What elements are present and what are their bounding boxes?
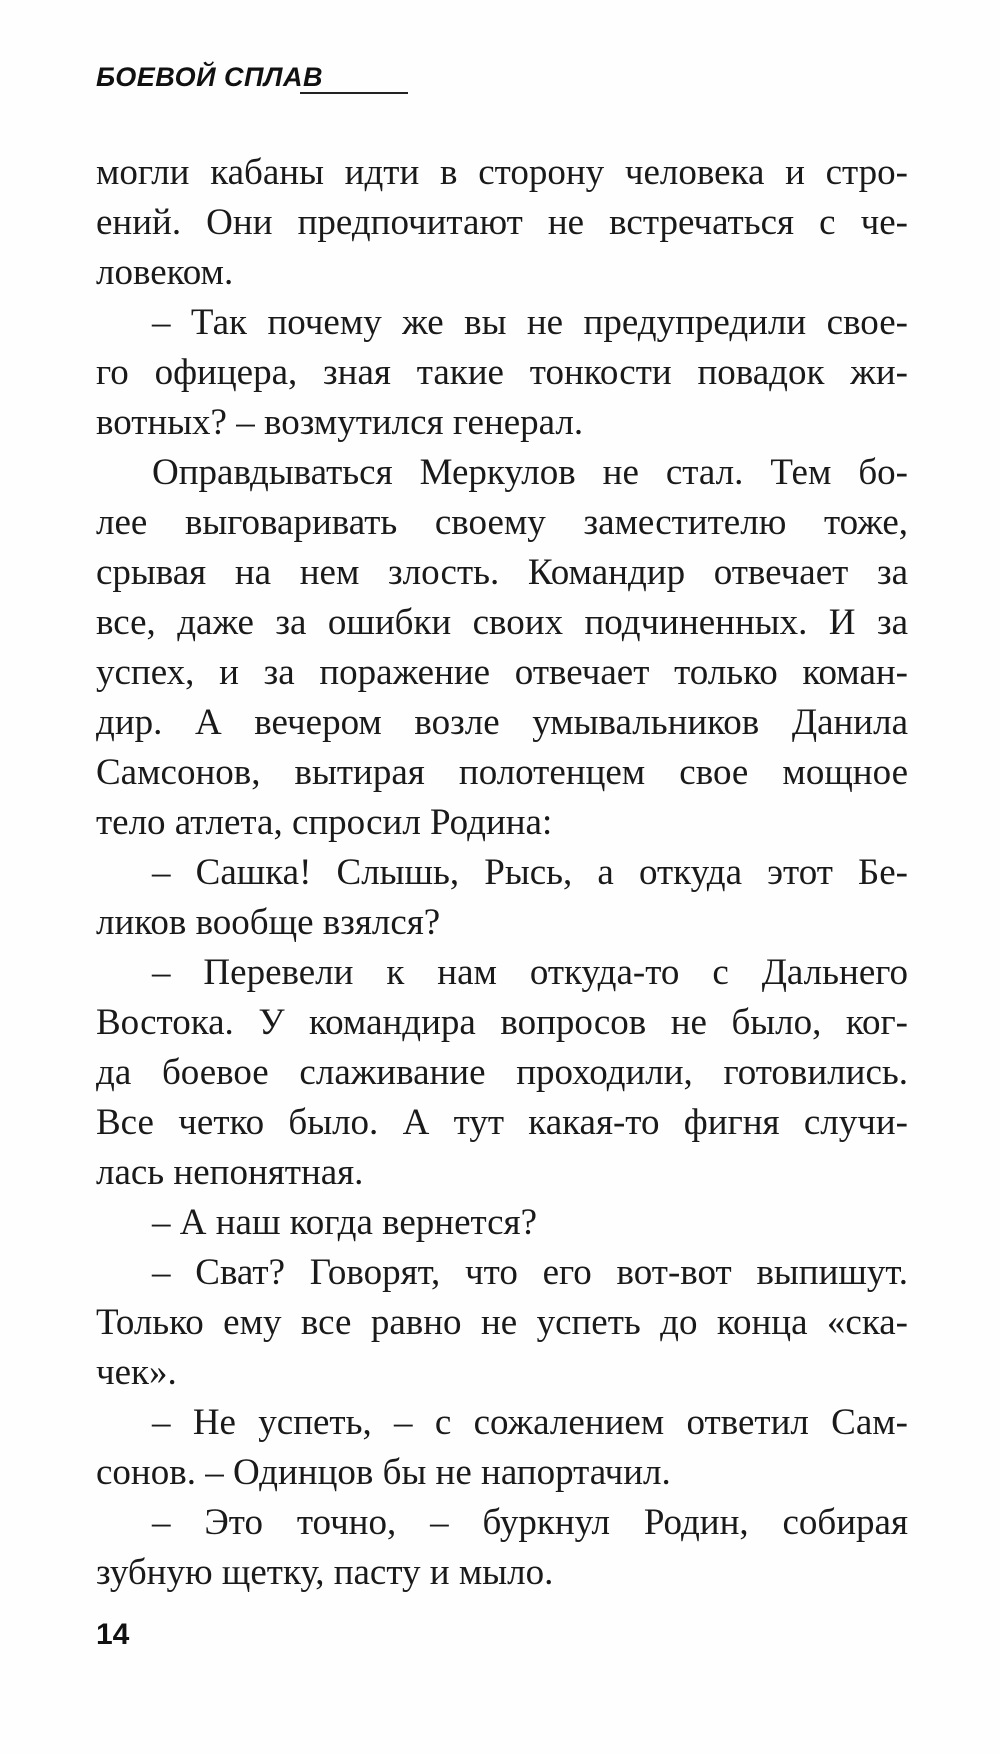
text-line: вотных? – возмутился генерал. xyxy=(96,402,584,443)
text-line: Все четко было. А тут какая-то фигня случи- xyxy=(96,1102,908,1143)
text-line: ликов вообще взялся? xyxy=(96,902,441,943)
running-title: БОЕВОЙ СПЛАВ xyxy=(96,62,323,92)
text-line: чек». xyxy=(96,1352,177,1393)
text-line: Востока. У командира вопросов не было, ког- xyxy=(96,1002,908,1043)
text-line: – А наш когда вернется? xyxy=(152,1202,537,1243)
text-line: все, даже за ошибки своих подчиненных. И за xyxy=(96,602,908,643)
text-line: – Сашка! Слышь, Рысь, а откуда этот Бе- xyxy=(152,852,908,893)
text-line: лее выговаривать своему заместителю тоже, xyxy=(96,502,908,543)
text-line: – Это точно, – буркнул Родин, собирая xyxy=(152,1502,908,1543)
text-line: ловеком. xyxy=(96,252,234,293)
text-line: Только ему все равно не успеть до конца «ска- xyxy=(96,1302,908,1343)
text-line: лась непонятная. xyxy=(96,1152,364,1193)
running-title-rule xyxy=(300,92,408,94)
text-line: го офицера, зная такие тонкости повадок жи- xyxy=(96,352,908,393)
text-line: Оправдываться Меркулов не стал. Тем бо- xyxy=(152,452,908,493)
text-line: ений. Они предпочитают не встречаться с че- xyxy=(96,202,908,243)
text-line: успех, и за поражение отвечает только коман- xyxy=(96,652,908,693)
body-text xyxy=(96,148,908,1598)
text-line: могли кабаны идти в сторону человека и стро- xyxy=(96,152,908,193)
text-line: да боевое слаживание проходили, готовились. xyxy=(96,1052,908,1093)
text-line: дир. А вечером возле умывальников Данила xyxy=(96,702,908,743)
text-line: – Не успеть, – с сожалением ответил Сам- xyxy=(152,1402,908,1443)
text-line: срывая на нем злость. Командир отвечает за xyxy=(96,552,908,593)
text-line: сонов. – Одинцов бы не напортачил. xyxy=(96,1452,671,1493)
text-line: – Сват? Говорят, что его вот-вот выпишут. xyxy=(152,1252,908,1293)
text-line: Самсонов, вытирая полотенцем свое мощное xyxy=(96,752,908,793)
text-line: зубную щетку, пасту и мыло. xyxy=(96,1552,554,1593)
page-number: 14 xyxy=(96,1618,130,1651)
text-line: – Так почему же вы не предупредили свое- xyxy=(152,302,908,343)
text-line: тело атлета, спросил Родина: xyxy=(96,802,553,843)
text-line: – Перевели к нам откуда-то с Дальнего xyxy=(152,952,908,993)
